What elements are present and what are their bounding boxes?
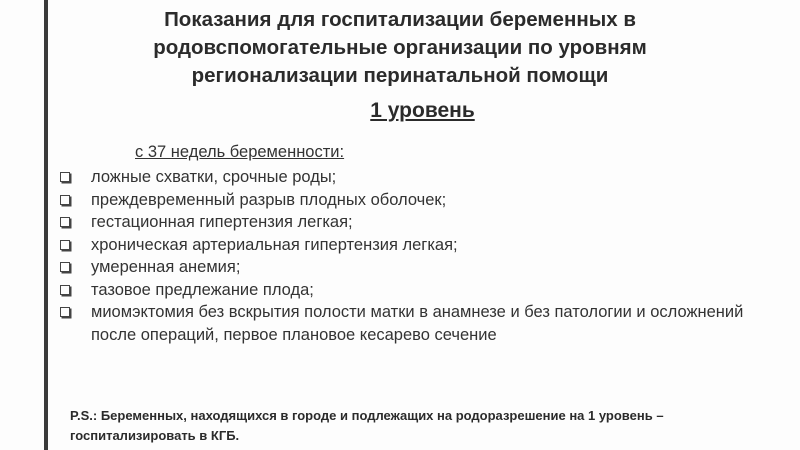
checkbox-square-icon <box>60 217 70 227</box>
indications-list <box>58 166 758 346</box>
list-item <box>58 234 758 257</box>
list-item <box>58 301 758 346</box>
list-item-text: миомэктомия без вскрытия полости матки в анамнезе и без патологии и осложнений после операций, первое плановое кесарево сечение <box>91 303 744 344</box>
postscript-line-2: госпитализировать в КГБ. <box>70 428 240 443</box>
checkbox-square-icon <box>60 195 70 205</box>
checkbox-square-icon <box>60 285 70 295</box>
list-item <box>58 166 758 189</box>
checkbox-square-icon <box>60 172 70 182</box>
list-item-text: хроническая артериальная гипертензия легкая; <box>91 235 458 254</box>
level-heading: 1 уровень <box>370 99 475 122</box>
checkbox-square-icon <box>60 262 70 272</box>
list-item-text: тазовое предлежание плода; <box>91 280 314 299</box>
list-item-text: гестационная гипертензия легкая; <box>91 213 353 231</box>
postscript-note <box>70 406 790 446</box>
list-item-text: умеренная анемия; <box>91 258 241 276</box>
list-item <box>58 189 758 212</box>
checkbox-square-icon <box>60 240 70 250</box>
list-item-text: ложные схватки, срочные роды; <box>91 168 337 186</box>
title-line-1: Показания для госпитализации беременных в <box>164 8 636 31</box>
list-item <box>58 211 758 234</box>
postscript-line-1: P.S.: Беременных, находящихся в городе и подлежащих на родоразрешение на 1 уровень – <box>70 408 664 423</box>
list-item <box>58 256 758 279</box>
title-line-2: родовспомогательные организации по уровням <box>153 36 647 59</box>
list-item-text: преждевременный разрыв плодных оболочек; <box>91 190 447 209</box>
checkbox-square-icon <box>60 307 70 317</box>
slide-title <box>0 6 800 90</box>
list-item <box>58 279 758 302</box>
gestation-subheading: с 37 недель беременности: <box>135 143 345 161</box>
title-line-3: регионализации перинатальной помощи <box>191 64 609 87</box>
